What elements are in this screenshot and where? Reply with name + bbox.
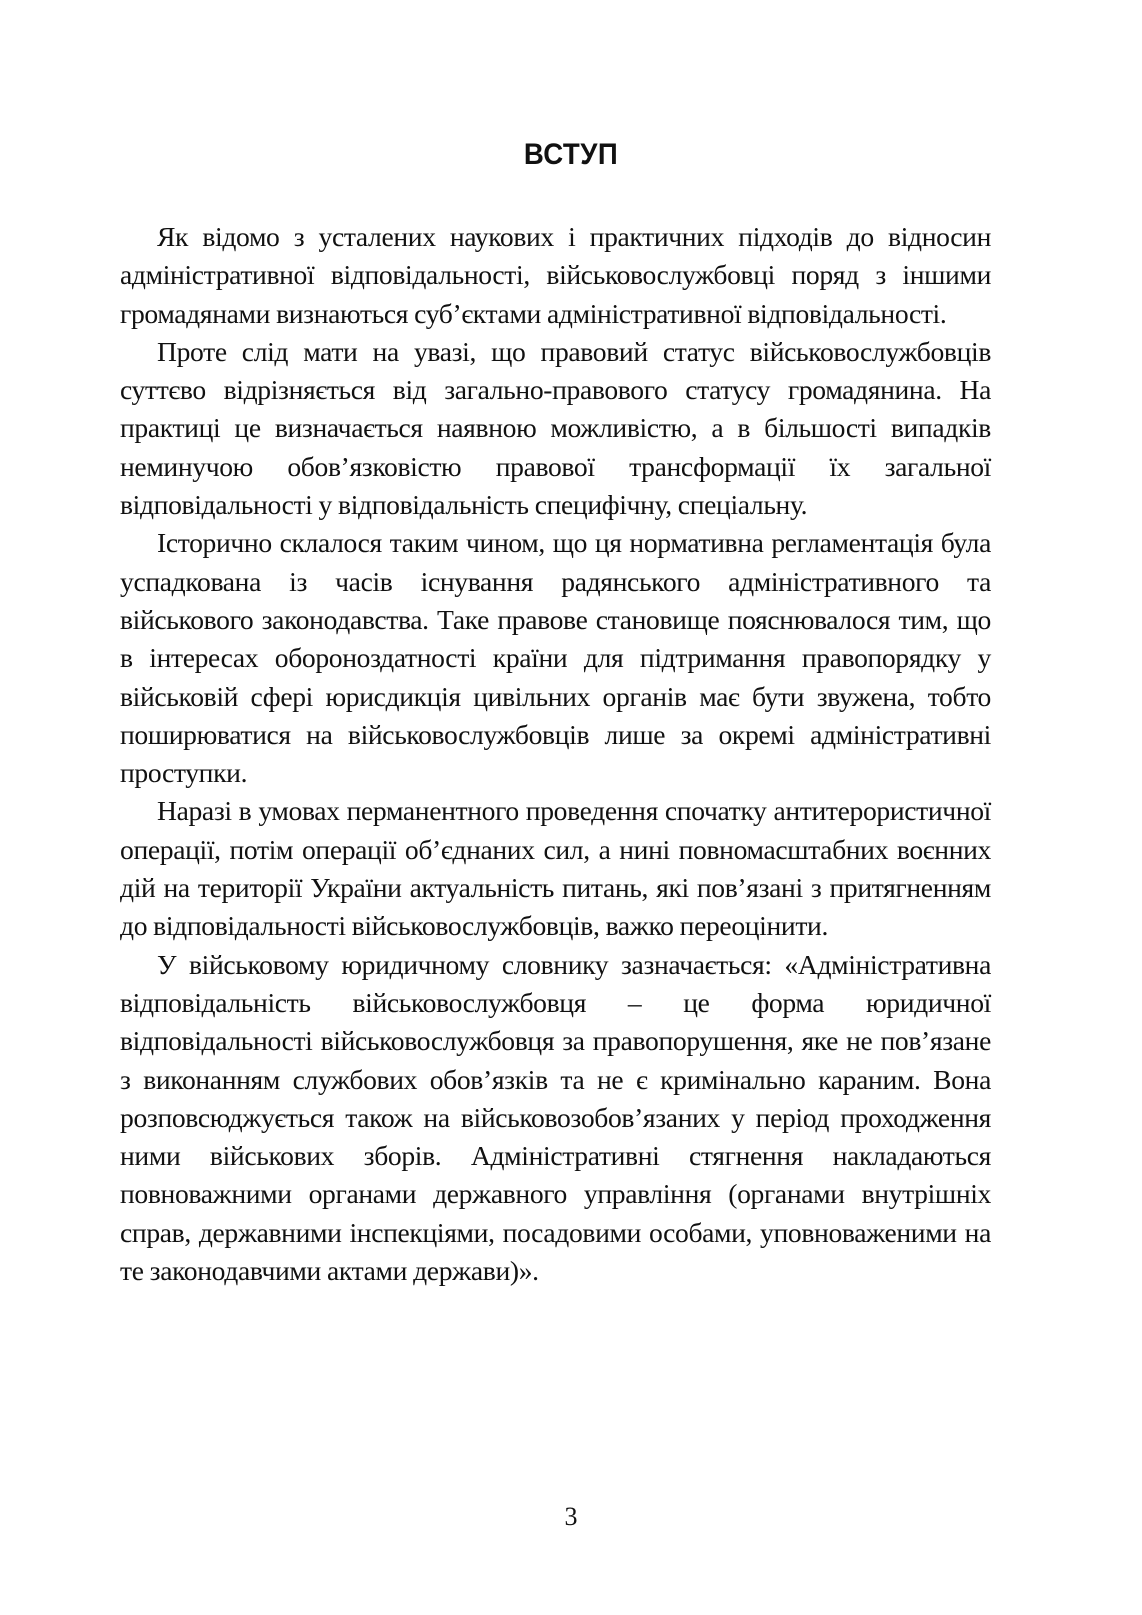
paragraph-5: У військовому юридичному словнику зазначається: «Адміністративна відповідальність військовослужбовця – це форма юридичної відповідальності військовослужбовця за правопорушення, яке не пов’язане з виконанням службових обов’язків та не є кримінально караним. Вона розповсюджується також на військовозобов’язаних у період проходження ними військових зборів. Адміністративні стягнення накладаються повноважними органами державного управління (органами внутрішніх справ, державними інспекціями, посадовими особами, уповноваженими на те законодавчими актами держави)». (120, 948, 991, 1287)
paragraph-1: Як відомо з усталених наукових і практичних підходів до відносин адміністративної відповідальності, військовослужбовці поряд з іншими громадянами визнаються суб’єктами адміністративної відповідальності. (120, 221, 991, 329)
page-number: 3 (564, 1502, 578, 1531)
section-heading: ВСТУП (523, 138, 619, 171)
paragraph-2: Проте слід мати на увазі, що правовий статус військовослужбовців суттєво відрізняється від загально-правового статусу громадянина. На практиці це визначається наявною можливістю, а в більшості випадків неминучою обов’язковістю правової трансформації їх загальної відповідальності у відповідальність специфічну, спеціальну. (120, 335, 991, 521)
paragraph-3: Історично склалося таким чином, що ця нормативна регламентація була успадкована із часів існування радянського адміністративного та військового законодавства. Таке правове становище пояснювалося тим, що в інтересах обороноздатності країни для підтримання правопорядку у військовій сфері юрисдикція цивільних органів має бути звужена, тобто поширюватися на військовослужбовців лише за окремі адміністративні проступки. (120, 527, 991, 789)
paragraph-4: Наразі в умовах перманентного проведення спочатку антитерористичної операції, потім операції об’єднаних сил, а нині повномасштабних воєнних дій на території України актуальність питань, які пов’язані з притягненням до відповідальності військовослужбовців, важко переоцінити. (120, 795, 991, 942)
body-text (120, 218, 991, 1290)
